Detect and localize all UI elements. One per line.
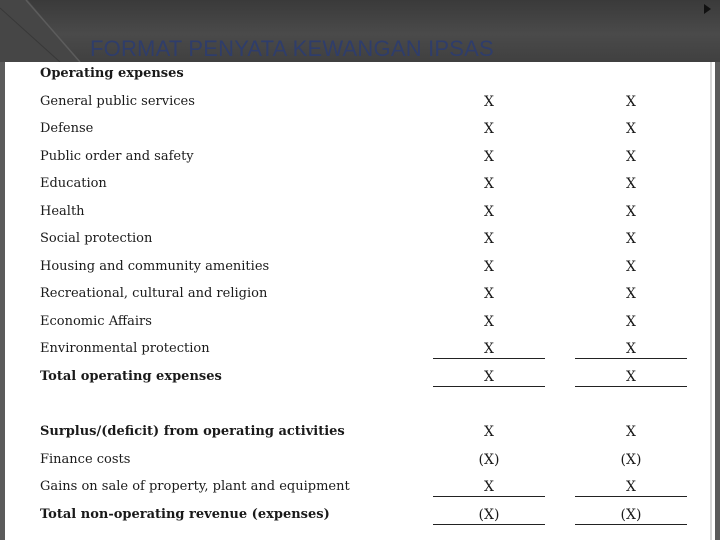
current-year-value: X [484,369,494,385]
current-year-value: X [484,341,494,357]
row-label: Gains on sale of property, plant and equipment [40,479,350,494]
statement-row [5,341,710,363]
current-year-value: X [484,479,494,495]
row-label: Surplus/(deficit) from operating activities [40,424,345,439]
prior-year-value: X [626,121,636,137]
total-rule [433,524,545,525]
row-label: Environmental protection [40,341,210,356]
slide-title: FORMAT PENYATA KEWANGAN IPSAS [90,36,494,61]
statement-row [5,204,710,226]
row-label: Public order and safety [40,149,194,164]
prior-year-value: X [626,94,636,110]
prior-year-value: X [626,149,636,165]
row-label: Total operating expenses [40,369,222,384]
subtotal-rule [433,358,545,359]
current-year-value: (X) [478,507,500,523]
statement-row [5,121,710,143]
statement-row [5,259,710,281]
slide-title-bar [0,0,720,62]
statement-row [5,176,710,198]
prior-year-value: X [626,286,636,302]
current-year-value: X [484,231,494,247]
prior-year-value: X [626,424,636,440]
row-label: Recreational, cultural and religion [40,286,268,301]
statement-row [5,424,710,446]
statement-row [5,314,710,336]
current-year-value: X [484,204,494,220]
total-row [5,507,710,529]
prior-year-value: X [626,204,636,220]
prior-year-value: X [626,314,636,330]
prior-year-value: (X) [620,507,642,523]
total-rule [575,524,687,525]
total-rule [575,386,687,387]
row-label: Education [40,176,107,191]
prior-year-value: (X) [620,452,642,468]
next-arrow-icon[interactable] [694,0,720,62]
row-label: Health [40,204,85,219]
total-row [5,369,710,391]
current-year-value: X [484,424,494,440]
prior-year-value: X [626,479,636,495]
statement-row [5,94,710,116]
current-year-value: X [484,121,494,137]
row-label: Housing and community amenities [40,259,270,274]
slide-frame-right [715,62,720,540]
statement-row [5,286,710,308]
subtotal-rule [433,496,545,497]
row-label: Economic Affairs [40,314,152,329]
row-label: Total non-operating revenue (expenses) [40,507,330,522]
current-year-value: (X) [478,452,500,468]
current-year-value: X [484,176,494,192]
total-rule [433,386,545,387]
current-year-value: X [484,286,494,302]
current-year-value: X [484,149,494,165]
row-label: Social protection [40,231,153,246]
current-year-value: X [484,259,494,275]
row-label: Finance costs [40,452,131,467]
row-label: General public services [40,94,195,109]
statement-row [5,479,710,501]
statement-row [5,452,710,474]
section-heading: Operating expenses [40,66,184,81]
prior-year-value: X [626,176,636,192]
statement-row [5,149,710,171]
prior-year-value: X [626,341,636,357]
current-year-value: X [484,94,494,110]
prior-year-value: X [626,231,636,247]
statement-row [5,231,710,253]
prior-year-value: X [626,259,636,275]
corner-facet-decoration [0,0,90,62]
row-label: Defense [40,121,94,136]
prior-year-value: X [626,369,636,385]
subtotal-rule [575,358,687,359]
subtotal-rule [575,496,687,497]
section-heading-row [5,66,710,88]
current-year-value: X [484,314,494,330]
financial-statement-excerpt [5,62,712,540]
